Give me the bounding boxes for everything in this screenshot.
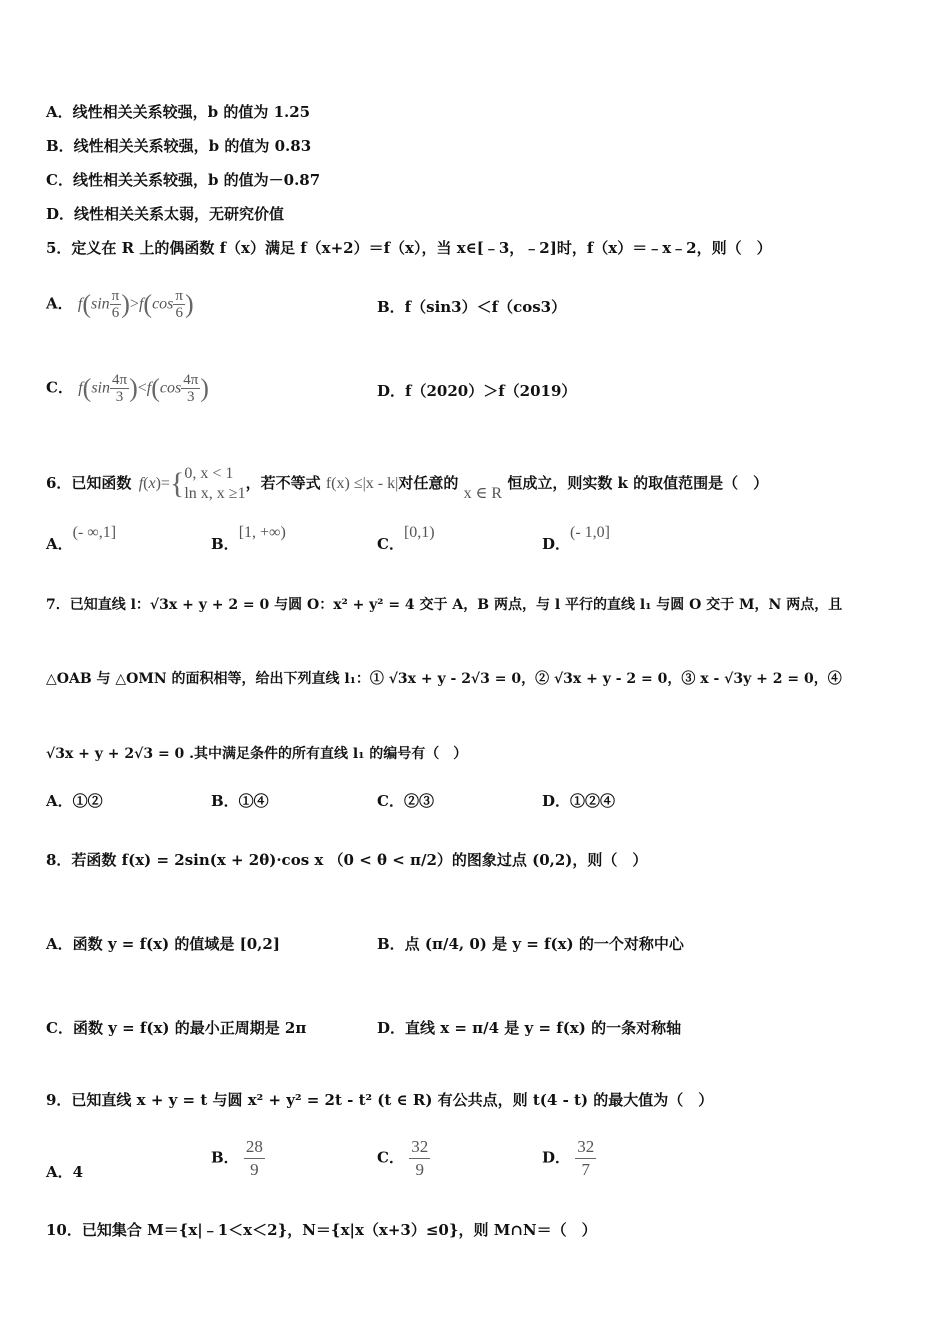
q6-suffix: 恒成立，则实数 k 的取值范围是（ ）: [507, 474, 769, 492]
q9-d-label: D．: [542, 1148, 571, 1167]
q6-b-label: B．: [211, 535, 239, 553]
q6-b-value: [1, +∞): [238, 524, 286, 541]
q7-line-3: √3x + y + 2√3 = 0 .其中满足条件的所有直线 l₁ 的编号有（ ）: [46, 746, 468, 762]
q5-option-d: D．f（2020）＞f（2019）: [377, 382, 577, 400]
q5-option-a: A． f(sin $\frac{\pi}{6}$ )>f(cos $\frac{\pi}{6}$ ): [46, 288, 194, 321]
q9-option-c: [377, 1136, 430, 1181]
q6-domain: x ∈ R: [463, 485, 503, 502]
q5-a-label: A．: [46, 294, 73, 313]
q6-option-b: [211, 524, 286, 556]
q6-piece-2: ln x, x ≥1: [184, 485, 246, 502]
q8-option-b: B．点 (π/4, 0) 是 y = f(x) 的一个对称中心: [377, 935, 684, 953]
q6-mid-2: 对任意的: [398, 474, 459, 492]
q8-stem: 8．若函数 f(x) = 2sin(x + 2θ)·cos x （0 < θ < π/2）的图象过点 (0,2)，则（ ）: [46, 851, 648, 869]
q8-option-d: D．直线 x = π/4 是 y = f(x) 的一条对称轴: [377, 1019, 682, 1037]
q6-c-value: [0,1): [403, 524, 435, 541]
q4-option-b: B．线性相关关系较强，b 的值为 0.83: [46, 137, 312, 155]
q7-option-d: D．①②④: [542, 792, 616, 810]
q6-option-a: [46, 524, 117, 556]
q9-stem: 9．已知直线 x + y = t 与圆 x² + y² = 2t - t² (t ∈ R) 有公共点，则 t(4 - t) 的最大值为（ ）: [46, 1091, 714, 1109]
q9-option-a: A．4: [46, 1163, 84, 1181]
q9-option-d: [542, 1136, 596, 1181]
q9-c-denominator: 9: [415, 1160, 424, 1179]
q6-option-d: [542, 524, 610, 556]
q9-b-denominator: 9: [250, 1160, 259, 1179]
q6-c-label: C．: [377, 535, 404, 553]
q9-b-numerator: 28: [244, 1136, 265, 1159]
q5-c-label: C．: [46, 378, 73, 397]
q4-option-a: A．线性相关关系较强，b 的值为 1.25: [46, 103, 311, 121]
q5-option-c: C． f(sin $\frac{4\pi}{3}$ )<f(cos $\frac{4\pi}{3}$ ): [46, 372, 209, 405]
q6-d-label: D．: [542, 535, 571, 553]
q9-b-label: B．: [211, 1148, 239, 1167]
q7-option-b: B．①④: [211, 792, 269, 810]
q6-a-value: (- ∞,1]: [72, 524, 117, 541]
q6-mid-1: ，若不等式: [245, 474, 321, 492]
q7-line-2: △OAB 与 △OMN 的面积相等，给出下列直线 l₁：① √3x + y - 2√3 = 0，② √3x + y - 2 = 0，③ x - √3y + 2 = 0，④: [46, 671, 842, 687]
q6-d-value: (- 1,0]: [570, 524, 610, 541]
q10-stem: 10．已知集合 M＝{x|﹣1＜x＜2}，N＝{x|x（x+3）≤0}，则 M∩N＝（ ）: [46, 1221, 597, 1239]
q8-option-c: C．函数 y = f(x) 的最小正周期是 2π: [46, 1019, 307, 1037]
q4-option-c: C．线性相关关系较强，b 的值为－0.87: [46, 171, 321, 189]
q6-prefix: 6．已知函数: [46, 474, 132, 492]
q6-option-c: [377, 524, 435, 556]
q9-option-b: [211, 1136, 265, 1181]
q9-c-label: C．: [377, 1148, 404, 1167]
q9-d-numerator: 32: [575, 1136, 596, 1159]
q6-inequality: f(x) ≤|x - k|: [325, 475, 399, 492]
q9-c-numerator: 32: [409, 1136, 430, 1159]
q6-a-label: A．: [46, 535, 73, 553]
q6-piece-1: 0, x < 1: [184, 465, 234, 482]
q4-option-d: D．线性相关关系太弱，无研究价值: [46, 205, 285, 223]
q8-option-a: A．函数 y = f(x) 的值域是 [0,2]: [46, 935, 280, 953]
q7-option-a: A．①②: [46, 792, 103, 810]
q9-d-denominator: 7: [581, 1160, 590, 1179]
q7-line-1: 7．已知直线 l：√3x + y + 2 = 0 与圆 O：x² + y² = 4 交于 A，B 两点，与 l 平行的直线 l₁ 与圆 O 交于 M，N 两点，且: [46, 597, 843, 613]
q6-stem: 6．已知函数 f(x)={ 0, x < 1 ln x, x ≥1 ，若不等式 f(x) ≤|x - k|对任意的 x ∈ R 恒成立，则实数 k 的取值范围是（ ）: [46, 465, 769, 502]
q5-stem: 5．定义在 R 上的偶函数 f（x）满足 f（x+2）＝f（x），当 x∈[﹣3，﹣2]时，f（x）＝﹣x﹣2，则（ ）: [46, 239, 772, 257]
q7-option-c: C．②③: [377, 792, 434, 810]
q5-option-b: B．f（sin3）＜f（cos3）: [377, 298, 567, 316]
